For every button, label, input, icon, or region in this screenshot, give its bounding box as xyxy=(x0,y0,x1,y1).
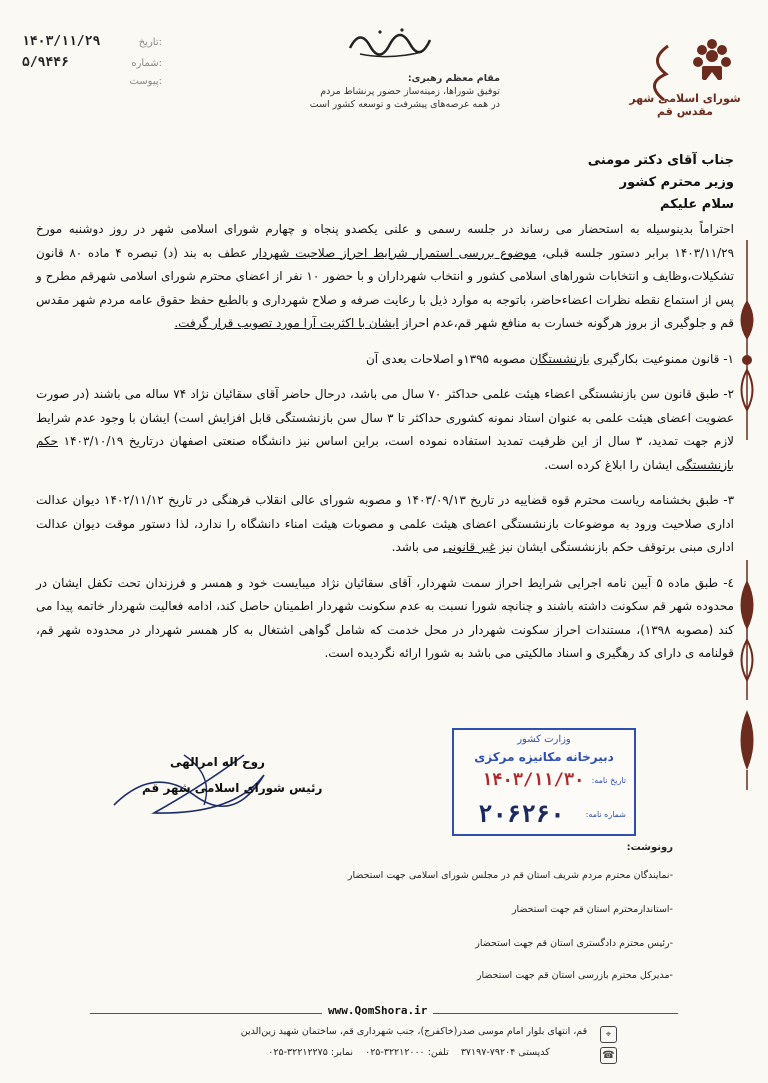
leader-quote-title: مقام معظم رهبری: xyxy=(407,73,500,84)
cc-item: -نمایندگان محترم مردم شریف استان قم در مجلس شورای اسلامی جهت استحضار xyxy=(347,870,673,881)
ornament-middle xyxy=(734,560,760,700)
leader-quote-line1: توفیق شوراها، زمینه‌ساز حضور پرنشاط مردم xyxy=(320,86,500,97)
intro-text-2: عطف به بند (د) تبصره ۴ ماده ۸۰ قانون تشکیلات،وظایف و انتخابات شوراهای اسلامی کشور و انتخاب شهرداران و با حضور ۱۰ نفر از اعضای محترم شورای اسلامی شهرقم مطرح و پس از استماع نقطه نظرات اعضاءحاضر، باتوجه به موارد ذیل با رعایت صرفه و صلاح شهرداری و بالطبع حفظ حقوق عامه مردم شهر مقدس قم و جلوگیری از بروز هرگونه خسارت به منافع شهر قم،عدم احراز xyxy=(36,245,734,330)
intro-decision: ایشان با اکثریت آرا مورد تصویب قرار گرفت. xyxy=(174,316,399,330)
date-row xyxy=(22,34,162,55)
item-4-text: ٤- طبق ماده ۵ آیین نامه اجرایی شرایط احراز سمت شهردار، آقای سقائیان نژاد میبایست خود و همسر و فرزندان تحت تکفل ایشان در محدوده شهر قم سکونت داشته باشند و چنانچه شورا نسبت به عدم سکونت شهردار اطمینان حاصل کند، ادامه فعالیت شهردار خاتمه پیدا می کند (مصوبه ۱۳۹۸)، مستندات احراز سکونت شهردار در محل خدمت که شامل گواهی اشتغال به کار همسر شهردار در محدوده شهر قم، قولنامه ی دارای کد رهگیری و اسناد مالکیتی می باشد به شورا ارائه نگردیده است. xyxy=(36,575,734,660)
item-2-text: ۲- طبق قانون سن بازنشستگی اعضاء هیئت علمی حداکثر ۷۰ سال می باشد، درحال حاضر آقای سقائیان نژاد ۷۴ ساله می باشند (در صورت عضویت اعضای هیئت علمی به عنوان استاد نمونه کشوری حداکثر تا ۳ سال سن بازنشستگی قابل افزایش است) ایشان با وجود عدم شرایط لازم جهت تمدید، ۳ سال از این ظرفیت تمدید استفاده نموده است، براین اساس نیز دانشگاه صنعتی اصفهان درتاریخ ۱۴۰۳/۱۰/۱۹ xyxy=(36,387,735,448)
number-label: شماره: xyxy=(131,58,162,69)
bismillah-calligraphy xyxy=(340,18,440,62)
phone-icon: ☎ xyxy=(600,1047,617,1064)
letter-meta xyxy=(22,34,162,97)
item-1 xyxy=(36,348,734,372)
addressee-title: وزیر محترم کشور xyxy=(619,175,734,190)
item-2-underlined: حکم بازنشستگی xyxy=(36,434,734,472)
addressee-name: جناب آقای دکتر مومنی xyxy=(587,153,734,168)
leader-quote-line2: در همه عرصه‌های پیشرفت و توسعه کشور است xyxy=(309,99,500,110)
cc-item: -استاندارمحترم استان قم جهت استحضار xyxy=(511,904,673,915)
attachment-row xyxy=(22,76,162,97)
item-1-text-end: مصوبه ۱۳۹۵و اصلاحات بعدی آن xyxy=(365,351,530,366)
footer-phone: تلفن: ۳۲۲۱۲۰۰۰-۰۲۵ xyxy=(365,1047,449,1058)
footer-postal: کدپستی ۷۹۲۰۴-۳۷۱۹۷ xyxy=(460,1047,550,1058)
greeting: سلام علیکم xyxy=(660,197,734,212)
item-3-underlined: غیر قانونی xyxy=(442,540,496,554)
council-name: شورای اسلامی شهر مقدس قم xyxy=(629,92,741,118)
letter-body xyxy=(36,150,734,678)
cc-item: -رئیس محترم دادگستری استان قم جهت استحضار xyxy=(475,938,673,949)
item-2-text-end: ایشان را ابلاغ کرده است. xyxy=(544,457,677,472)
signer-title: رئیس شورای اسلامی شهر قم xyxy=(142,781,323,795)
signer-name: روح اله امرالهی xyxy=(170,755,265,769)
item-1-underlined: بازنشستگان xyxy=(529,351,590,366)
stamp-date-label: تاریخ نامه: xyxy=(591,776,626,785)
number-row xyxy=(22,55,162,76)
website-link[interactable]: www.QomShora.ir xyxy=(322,1004,433,1017)
cc-title: رونوشت: xyxy=(626,842,673,853)
stamp-office: دبیرخانه مکانیزه مرکزی xyxy=(474,750,614,764)
cc-item: -مدیرکل محترم بازرسی استان قم جهت استحضار xyxy=(476,970,673,981)
location-icon: ⌖ xyxy=(600,1026,617,1043)
footer-address: قم، انتهای بلوار امام موسی صدر(خاکفرج)، جنب شهرداری قم، ساختمان شهید زین‌الدین xyxy=(240,1026,588,1037)
item-4 xyxy=(36,572,734,666)
council-emblem-icon xyxy=(690,38,734,86)
ornament-upper xyxy=(734,240,760,440)
item-3-text-end: می باشد. xyxy=(391,540,443,554)
signature-scribble xyxy=(94,735,294,825)
stamp-ministry: وزارت کشور xyxy=(517,734,571,745)
stamp-number-label: شماره نامه: xyxy=(585,810,626,819)
attachment-label: پیوست: xyxy=(129,76,162,87)
item-2 xyxy=(36,383,734,477)
date-value: ۱۴۰۳/۱۱/۲۹ xyxy=(22,34,101,49)
stamp-number: ۲۰۶۲۶۰ xyxy=(478,800,565,828)
footer-contact xyxy=(200,1047,618,1058)
footer-fax: نمابر: ۳۲۲۱۲۲۷۵-۰۲۵ xyxy=(268,1047,353,1058)
number-value: ۵/۹۴۴۶ xyxy=(22,55,69,70)
item-3-text: ۳- طبق بخشنامه ریاست محترم قوه قضاییه در تاریخ ۱۴۰۳/۰۹/۱۳ و مصوبه شورای عالی انقلاب فرهنگی در تاریخ ۱۴۰۲/۱۱/۱۲ دیوان عدالت اداری صلاحیت ورود به موضوعات بازنشستگی اعضای هیئت علمی و مصوبات هیئت امناء دانشگاه را ندارد، لذا دستور موقت دیوان عدالت اداری مبنی برتوقف حکم بازنشستگی ایشان نیز xyxy=(36,493,735,554)
intro-paragraph xyxy=(36,218,734,336)
item-1-text: ۱- قانون ممنوعیت بکارگیری xyxy=(589,351,734,366)
receipt-stamp xyxy=(452,728,636,836)
stamp-date: ۱۴۰۳/۱۱/۳۰ xyxy=(482,770,585,790)
date-label: تاریخ: xyxy=(138,37,162,48)
ornament-lower xyxy=(734,700,760,790)
intro-subject: موضوع بررسی استمرار شرایط احراز صلاحیت شهردار xyxy=(252,245,537,260)
item-3 xyxy=(36,489,734,560)
leader-quote xyxy=(300,72,500,111)
intro-text-1: احتراماً بدینوسیله به استحضار می رساند در جلسه رسمی و علنی یکصدو پنجاه و چهارم شورای اسلامی شهر در روز دوشنبه مورخ ۱۴۰۳/۱۱/۲۹ برابر دستور جلسه قبلی، xyxy=(36,222,735,260)
